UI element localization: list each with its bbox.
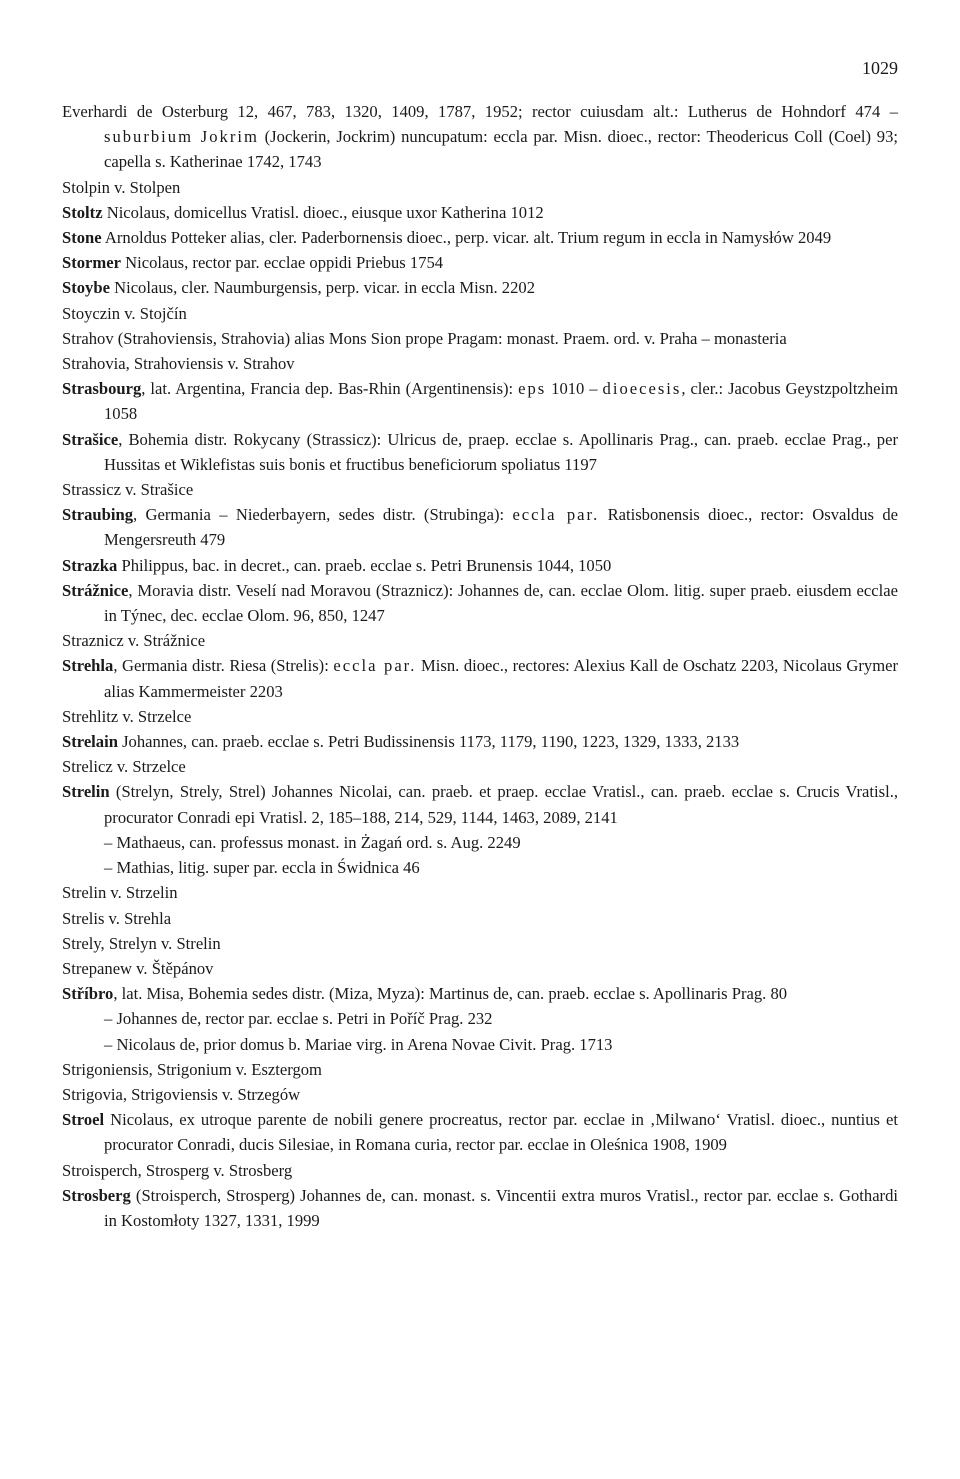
index-subentry (62, 1032, 898, 1057)
entry-spaced-text: eps (518, 379, 547, 399)
index-entry (62, 99, 898, 175)
entry-headword: Strážnice (62, 580, 129, 600)
entry-text: Strely, Strelyn v. Strelin (62, 933, 221, 953)
entry-spaced-text: eccla par. (512, 505, 600, 525)
index-entry (62, 427, 898, 477)
entry-text: Arnoldus Potteker alias, cler. Paderbornensis dioec., perp. vicar. alt. Trium regum in eccla in Namysłów 2049 (101, 228, 832, 248)
index-entry (62, 754, 898, 779)
index-entry (62, 729, 898, 754)
entry-text: Strahovia, Strahoviensis v. Strahov (62, 354, 295, 374)
index-entry (62, 981, 898, 1006)
entry-text: Straznicz v. Strážnice (62, 631, 206, 651)
entry-text: Nicolaus, ex utroque parente de nobili genere procreatus, rector par. ecclae in ‚Milwano‘ Vratisl. dioec., nuntius et procurator Conradi, ducis Silesiae, in Romana curia, rector par. ecclae in Oleśnica 1908, 1909 (104, 1110, 898, 1155)
entry-text: (Stroisperch, Strosperg) Johannes de, can. monast. s. Vincentii extra muros Vratisl., rector par. ecclae s. Gothardi in Kostomłoty 1327, 1331, 1999 (104, 1185, 898, 1230)
index-entry (62, 326, 898, 351)
entry-text: Strelicz v. Strzelce (62, 757, 186, 777)
index-entry (62, 1082, 898, 1107)
entry-spaced-text: dioecesis (602, 379, 682, 399)
index-entry (62, 275, 898, 300)
entry-text: (Strelyn, Strely, Strel) Johannes Nicolai, can. praeb. et praep. ecclae Vratisl., can. praeb. ecclae s. Crucis Vratisl., procurator Conradi epi Vratisl. 2, 185–188, 214, 529, 1144, 1463, 2089, 2141 (104, 782, 898, 827)
entry-headword: Strosberg (62, 1185, 131, 1205)
entry-headword: Strazka (62, 555, 118, 575)
entry-text: Strigoniensis, Strigonium v. Esztergom (62, 1059, 322, 1079)
entry-text: – Mathaeus, can. professus monast. in Żagań ord. s. Aug. 2249 (104, 832, 521, 852)
index-entry (62, 1107, 898, 1157)
entry-spaced-text: suburbium Jokrim (104, 127, 259, 147)
entry-headword: Strelin (62, 782, 110, 802)
index-entry (62, 502, 898, 552)
entry-text: Strehlitz v. Strzelce (62, 706, 192, 726)
entry-headword: Straubing (62, 505, 134, 525)
index-entry (62, 578, 898, 628)
entry-headword: Stone (62, 228, 102, 248)
entry-text: , Bohemia distr. Rokycany (Strassicz): Ulricus de, praep. ecclae s. Apollinaris Prag., can. praeb. ecclae Prag., per Hussitas et Wiklefistas suis bonis et fructibus beneficiorum spoliatus 1197 (104, 429, 898, 474)
entry-text: Strepanew v. Štěpánov (62, 958, 214, 978)
index-entries (62, 99, 898, 1233)
entry-text: Misn. dioec., rectores: Alexius Kall de Oschatz 2203, Nicolaus Grymer alias Kammermeister 2203 (104, 656, 899, 701)
entry-text: Strelin v. Strzelin (62, 883, 178, 903)
index-entry (62, 553, 898, 578)
entry-text: Ratisbonensis dioec., rector: Osvaldus de Mengersreuth 479 (104, 505, 898, 550)
index-entry (62, 225, 898, 250)
index-entry (62, 704, 898, 729)
index-entry (62, 956, 898, 981)
index-entry (62, 301, 898, 326)
entry-text: , Germania – Niederbayern, sedes distr. (Strubinga): (133, 505, 513, 525)
entry-text: Stroisperch, Strosperg v. Strosberg (62, 1160, 293, 1180)
entry-headword: Strašice (62, 429, 119, 449)
index-entry (62, 628, 898, 653)
entry-text: Strassicz v. Strašice (62, 480, 194, 500)
index-entry (62, 477, 898, 502)
index-entry (62, 653, 898, 703)
entry-text: , Germania distr. Riesa (Strelis): (113, 656, 334, 676)
index-entry (62, 376, 898, 426)
entry-text: – Johannes de, rector par. ecclae s. Petri in Poříč Prag. 232 (104, 1009, 493, 1029)
entry-text: Johannes, can. praeb. ecclae s. Petri Budissinensis 1173, 1179, 1190, 1223, 1329, 1333, 2133 (117, 732, 740, 752)
index-entry (62, 880, 898, 905)
entry-text: Philippus, bac. in decret., can. praeb. ecclae s. Petri Brunensis 1044, 1050 (117, 555, 612, 575)
index-entry (62, 250, 898, 275)
page-number: 1029 (862, 58, 898, 78)
entry-spaced-text: eccla par. (333, 656, 417, 676)
entry-headword: Stroel (62, 1110, 105, 1130)
entry-text: Nicolaus, rector par. ecclae oppidi Priebus 1754 (120, 253, 444, 273)
entry-text: Everhardi de Osterburg 12, 467, 783, 1320, 1409, 1787, 1952; rector cuiusdam alt.: Lutherus de Hohndorf 474 – (62, 102, 898, 121)
entry-text: Strahov (Strahoviensis, Strahovia) alias Mons Sion prope Pragam: monast. Praem. ord. v. Praha – monasteria (62, 328, 787, 348)
entry-text: Stolpin v. Stolpen (62, 177, 181, 197)
entry-text: Nicolaus, cler. Naumburgensis, perp. vicar. in eccla Misn. 2202 (109, 278, 535, 298)
index-entry (62, 1183, 898, 1233)
entry-headword: Stoltz (62, 202, 103, 222)
entry-text: , Moravia distr. Veselí nad Moravou (Straznicz): Johannes de, can. ecclae Olom. litig. super praeb. eiusdem ecclae in Týnec, dec. ecclae Olom. 96, 850, 1247 (104, 580, 898, 626)
entry-text: Strigovia, Strigoviensis v. Strzegów (62, 1084, 301, 1104)
entry-text: Nicolaus, domicellus Vratisl. dioec., eiusque uxor Katherina 1012 (102, 202, 544, 222)
entry-headword: Strelain (62, 732, 118, 752)
index-entry (62, 931, 898, 956)
entry-headword: Stoybe (62, 278, 110, 298)
entry-text: , cler.: Jacobus Geystzpoltzheim 1058 (104, 379, 898, 424)
entry-text: , lat. Argentina, Francia dep. Bas-Rhin (Argentinensis): (141, 379, 519, 399)
index-entry (62, 906, 898, 931)
index-entry (62, 351, 898, 376)
entry-headword: Stříbro (62, 984, 114, 1004)
index-entry (62, 175, 898, 200)
entry-headword: Stormer (62, 253, 121, 273)
entry-text: – Nicolaus de, prior domus b. Mariae virg. in Arena Novae Civit. Prag. 1713 (104, 1034, 613, 1054)
index-subentry (62, 830, 898, 855)
index-subentry (62, 855, 898, 880)
entry-text: (Jockerin, Jockrim) nuncupatum: eccla par. Misn. dioec., rector: Theodericus Coll (Coel) 93; capella s. Katherinae 1742, 1743 (104, 127, 898, 172)
entry-text: – Mathias, litig. super par. eccla in Świdnica 46 (104, 858, 420, 878)
index-entry (62, 779, 898, 829)
entry-text: 1010 – (546, 379, 603, 399)
entry-text: , lat. Misa, Bohemia sedes distr. (Miza, Myza): Martinus de, can. praeb. ecclae s. Apollinaris Prag. 80 (113, 984, 788, 1004)
index-entry (62, 1057, 898, 1082)
entry-text: Stoyczin v. Stojčín (62, 303, 187, 323)
entry-headword: Strasbourg (62, 379, 142, 399)
entry-headword: Strehla (62, 656, 114, 676)
index-entry (62, 200, 898, 225)
entry-text: Strelis v. Strehla (62, 908, 172, 928)
index-entry (62, 1158, 898, 1183)
index-subentry (62, 1006, 898, 1031)
